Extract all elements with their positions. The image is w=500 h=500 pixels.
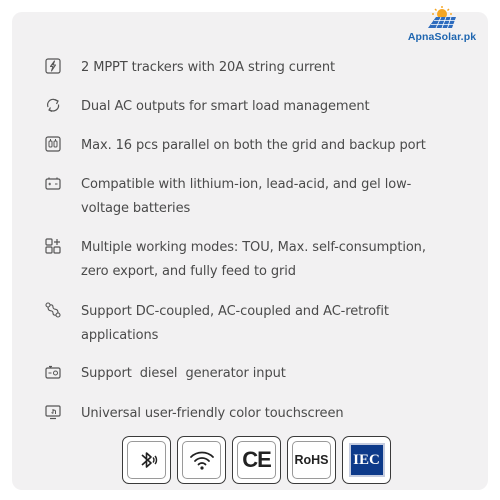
iec-badge <box>342 436 391 484</box>
feature-text: Max. 16 pcs parallel on both the grid and backup port <box>81 138 426 153</box>
feature-text: 2 MPPT trackers with 20A string current <box>81 60 335 75</box>
brand-name: ApnaSolar.pk <box>407 31 477 43</box>
ce-label: CE <box>242 447 271 472</box>
feature-text: Support diesel generator input <box>81 366 286 381</box>
lightning-square-icon <box>44 57 62 75</box>
coupling-icon <box>44 301 62 319</box>
wifi-icon <box>188 448 216 472</box>
feature-text: Support DC-coupled, AC-coupled and AC-retrofit applications <box>81 304 389 343</box>
refresh-arrows-icon <box>44 96 62 114</box>
ce-badge <box>232 436 281 484</box>
battery-icon <box>44 174 62 192</box>
rohs-label: RoHS <box>294 453 329 467</box>
iec-label: IEC <box>353 451 380 468</box>
solar-panel-icon <box>422 6 462 30</box>
touchscreen-icon <box>44 403 62 421</box>
feature-text: Multiple working modes: TOU, Max. self-consumption, zero export, and fully feed to grid <box>81 240 426 279</box>
parallel-units-icon <box>44 135 62 153</box>
bluetooth-badge <box>122 436 171 484</box>
feature-text: Dual AC outputs for smart load management <box>81 99 370 114</box>
iec-logo <box>349 443 385 477</box>
bluetooth-icon <box>135 448 159 472</box>
generator-icon <box>44 363 62 381</box>
feature-text: Compatible with lithium-ion, lead-acid, and gel low- voltage batteries <box>81 177 412 216</box>
brand-logo <box>394 6 490 48</box>
wifi-badge <box>177 436 226 484</box>
mode-grid-icon <box>44 237 62 255</box>
feature-text: Universal user-friendly color touchscreen <box>81 406 344 421</box>
rohs-badge <box>287 436 336 484</box>
certification-badges <box>122 436 391 484</box>
